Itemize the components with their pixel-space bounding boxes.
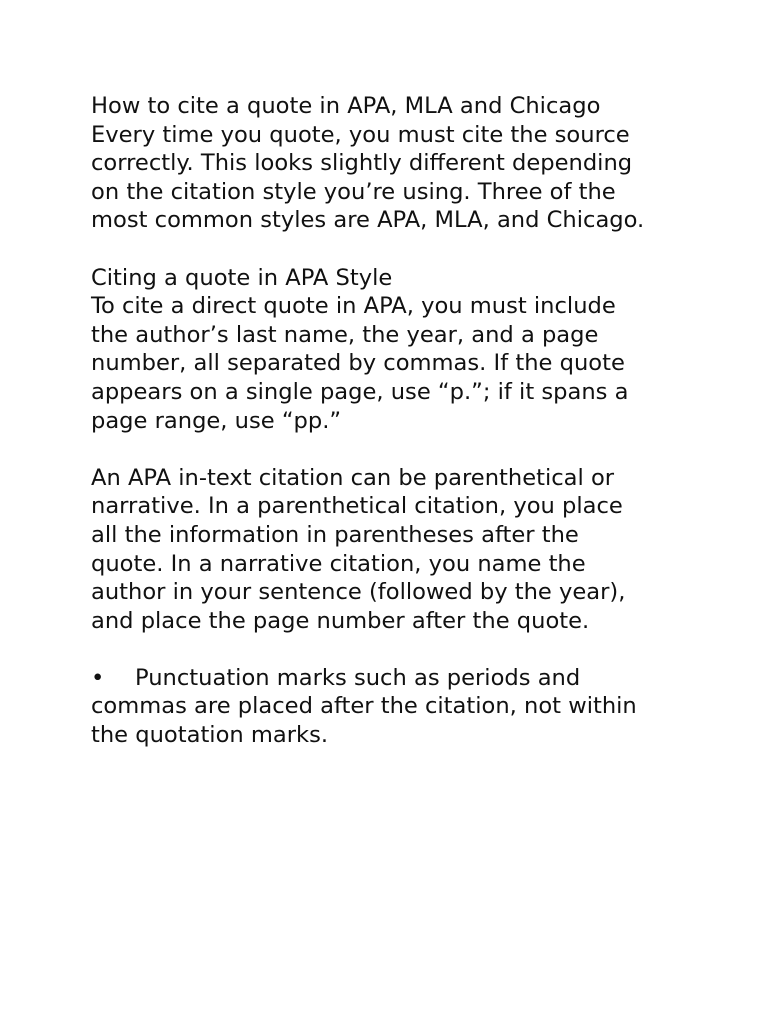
paragraph-line: and place the page number after the quote. (91, 607, 590, 634)
bullet-line-text: commas are placed after the citation, not within (91, 693, 637, 720)
paragraph-gap (91, 435, 691, 464)
bullet-line-text: the quotation marks. (91, 722, 329, 749)
paragraph-line: page range, use “pp.” (91, 407, 342, 434)
document-title: How to cite a quote in APA, MLA and Chicago (91, 93, 601, 119)
paragraph-line: the author’s last name, the year, and a page (91, 321, 599, 348)
intro-line: correctly. This looks slightly different depending (91, 150, 633, 177)
paragraph-line: number, all separated by commas. If the quote (91, 350, 625, 377)
paragraph-line: An APA in-text citation can be parenthetical or (91, 464, 615, 491)
paragraph-gap (91, 635, 691, 664)
paragraph-gap (91, 235, 691, 264)
bullet-line-text: Punctuation marks such as periods and (135, 664, 581, 691)
bullet-icon: • (91, 664, 105, 691)
paragraph-line: all the information in parentheses after the (91, 521, 579, 548)
paragraph-line: To cite a direct quote in APA, you must include (91, 293, 616, 320)
section-heading: Citing a quote in APA Style (91, 264, 393, 291)
intro-line: most common styles are APA, MLA, and Chicago. (91, 207, 645, 234)
paragraph-line: quote. In a narrative citation, you name the (91, 550, 586, 577)
paragraph-line: appears on a single page, use “p.”; if it spans a (91, 378, 629, 405)
bullet-item (91, 664, 691, 693)
paragraph-line: author in your sentence (followed by the year), (91, 579, 626, 606)
paragraph-line: narrative. In a parenthetical citation, you place (91, 493, 623, 520)
document-page (91, 92, 691, 750)
intro-line: Every time you quote, you must cite the source (91, 121, 630, 148)
intro-line: on the citation style you’re using. Three of the (91, 178, 616, 205)
